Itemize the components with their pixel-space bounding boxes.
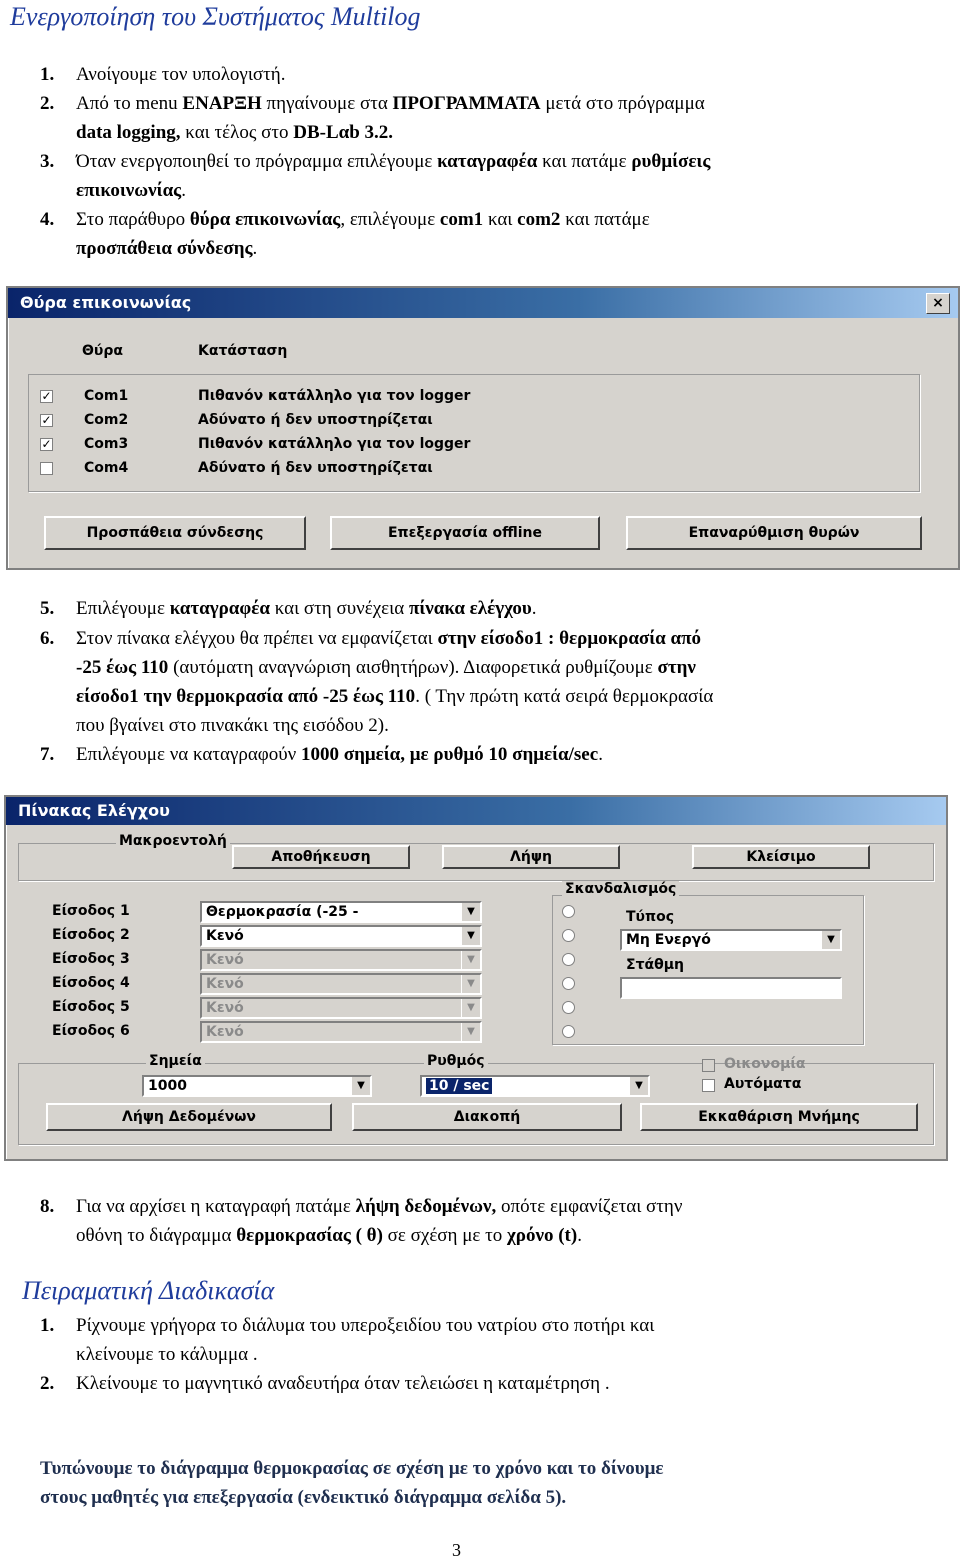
step-7-run: Επιλέγουμε να καταγραφούν [76, 744, 302, 765]
step-8-cont-run: οθόνη το διάγραμμα [76, 1225, 237, 1246]
procedure-2-run: Κλείνουμε το μαγνητικό αναδευτήρα όταν τελειώσει η καταμέτρηση . [76, 1373, 610, 1394]
step-4 [40, 205, 650, 234]
input-select[interactable] [200, 925, 482, 947]
step-2-number: 2. [40, 93, 55, 114]
input-value: Κενό [206, 952, 244, 968]
port-name: Com1 [84, 388, 129, 404]
step-1 [40, 60, 286, 89]
points-label: Σημεία [146, 1053, 205, 1069]
step-5-run: . [531, 598, 537, 619]
chevron-down-icon[interactable]: ▼ [461, 1023, 480, 1041]
step-6-cont3-run: που βγαίνει στο πινακάκι της εισόδου 2). [76, 715, 389, 736]
trigger-level-label: Στάθμη [626, 957, 685, 973]
step-8-cont-run: χρόνο (t) [507, 1225, 578, 1246]
procedure-1-run: Ρίχνουμε γρήγορα το διάλυμα του υπεροξειδίου του νατρίου στο ποτήρι και [76, 1315, 655, 1336]
footer-note-line-1: Τυπώνουμε το διάγραμμα θερμοκρασίας σε σχέση με το χρόνο και το δίνουμε [40, 1458, 664, 1479]
step-3 [40, 147, 710, 176]
trigger-group [552, 895, 864, 1045]
points-select[interactable] [142, 1075, 372, 1097]
points-value: 1000 [148, 1078, 187, 1094]
close-icon[interactable]: × [926, 293, 950, 314]
chevron-down-icon[interactable]: ▼ [461, 903, 480, 921]
step-3-run: ρυθμίσεις [631, 151, 711, 172]
step-2-run: ΠΡΟΓΡΑΜΜΑΤΑ [392, 93, 541, 114]
step-4-cont [40, 234, 257, 263]
step-2-run: μετά στο πρόγραμμα [540, 93, 705, 114]
step-3-run: καταγραφέα [437, 151, 538, 172]
chevron-down-icon[interactable]: ▼ [461, 975, 480, 993]
port-column-header: Θύρα [82, 343, 123, 359]
step-5-run: και στη συνέχεια [269, 598, 409, 619]
rate-select[interactable] [420, 1075, 650, 1097]
step-5 [40, 594, 536, 623]
step-4-run: και πατάμε [560, 209, 650, 230]
procedure-2 [40, 1369, 610, 1398]
procedure-1-cont-run: κλείνουμε το κάλυμμα . [76, 1344, 258, 1365]
step-6-cont2-run: . ( Την πρώτη κατά σειρά θερμοκρασία [415, 686, 714, 707]
connect-button[interactable]: Προσπάθεια σύνδεσης [44, 516, 306, 550]
step-6-cont-run: (αυτόματη αναγνώριση αισθητήρων). Διαφορετικά ρυθμίζουμε [168, 657, 658, 678]
input-label: Είσοδος 4 [52, 975, 130, 991]
step-4-run: θύρα επικοινωνίας [189, 209, 341, 230]
receive-data-button[interactable]: Λήψη Δεδομένων [46, 1103, 332, 1131]
step-2-run: πηγαίνουμε στα [261, 93, 393, 114]
input-select[interactable] [200, 949, 482, 971]
port-status: Αδύνατο ή δεν υποστηρίζεται [198, 412, 433, 428]
trigger-level-input[interactable] [620, 977, 842, 999]
step-5-number: 5. [40, 598, 55, 619]
close-button[interactable]: Κλείσιμο [692, 845, 870, 869]
control-dialog [4, 795, 948, 1161]
step-7-run: 1000 σημεία, με ρυθμό 10 σημεία/sec [301, 744, 599, 765]
step-3-run: Όταν ενεργοποιηθεί το πρόγραμμα επιλέγουμε [76, 151, 438, 172]
port-dialog-title: Θύρα επικοινωνίας [20, 293, 192, 312]
control-dialog-title: Πίνακας Ελέγχου [18, 801, 170, 820]
auto-checkbox[interactable] [702, 1079, 715, 1092]
port-checkbox[interactable]: ✓ [41, 413, 52, 427]
step-2 [40, 89, 705, 118]
step-4-cont-run: . [252, 238, 258, 259]
step-8-cont-run: θερμοκρασίας ( θ) [236, 1225, 383, 1246]
port-checkbox[interactable] [40, 462, 53, 475]
macro-label: Μακροεντολή [116, 833, 230, 849]
chevron-down-icon[interactable]: ▼ [821, 931, 840, 949]
step-2-run: ΕΝΑΡΞΗ [182, 93, 262, 114]
step-7 [40, 740, 603, 769]
step-8 [40, 1192, 682, 1221]
input-select[interactable] [200, 1021, 482, 1043]
step-3-run: και πατάμε [537, 151, 632, 172]
chevron-down-icon[interactable]: ▼ [461, 927, 480, 945]
step-6-number: 6. [40, 628, 55, 649]
procedure-2-number: 2. [40, 1373, 55, 1394]
step-1-run: Ανοίγουμε τον υπολογιστή. [76, 64, 286, 85]
step-1-number: 1. [40, 64, 55, 85]
step-6-cont-run: -25 έως 110 [76, 657, 169, 678]
step-3-number: 3. [40, 151, 55, 172]
input-label: Είσοδος 3 [52, 951, 130, 967]
reset-ports-button[interactable]: Επαναρύθμιση θυρών [626, 516, 922, 550]
input-label: Είσοδος 6 [52, 1023, 130, 1039]
port-status: Πιθανόν κατάλληλο για τον logger [198, 388, 471, 404]
economy-label: Οικονομία [724, 1056, 806, 1072]
auto-label: Αυτόματα [724, 1076, 802, 1092]
step-6-cont-run: στην [657, 657, 696, 678]
trigger-type-label: Τύπος [626, 909, 674, 925]
trigger-type-select[interactable] [620, 929, 842, 951]
input-label: Είσοδος 2 [52, 927, 130, 943]
step-4-run: και [483, 209, 518, 230]
step-8-cont-run: σε σχέση με το [382, 1225, 508, 1246]
step-2-cont-run: DB-Lαb 3.2. [293, 122, 394, 143]
step-2-cont-run: data logging, [76, 122, 181, 143]
step-6-cont2-run: είσοδο1 την θερμοκρασία από -25 έως 110 [76, 686, 416, 707]
input-select[interactable] [200, 997, 482, 1019]
input-label: Είσοδος 1 [52, 903, 130, 919]
input-select[interactable] [200, 973, 482, 995]
step-8-run: λήψη δεδομένων, [355, 1196, 497, 1217]
step-6 [40, 624, 701, 653]
clear-memory-button[interactable]: Εκκαθάριση Μνήμης [640, 1103, 918, 1131]
step-8-run: οπότε εμφανίζεται στην [496, 1196, 683, 1217]
step-6-cont3 [40, 711, 389, 740]
step-6-cont2 [40, 682, 713, 711]
step-5-run: Επιλέγουμε [76, 598, 170, 619]
save-button[interactable]: Αποθήκευση [232, 845, 410, 869]
chevron-down-icon[interactable]: ▼ [461, 999, 480, 1017]
trigger-type-value: Μη Ενεργό [626, 932, 711, 948]
step-2-run: Από το menu [76, 93, 183, 114]
input-value: Θερμοκρασία (-25 - [206, 904, 359, 920]
port-checkbox[interactable]: ✓ [41, 389, 52, 403]
input-value: Κενό [206, 1000, 244, 1016]
offline-button[interactable]: Επεξεργασία offline [330, 516, 600, 550]
step-3-cont-run: επικοινωνίας [76, 180, 182, 201]
input-label: Είσοδος 5 [52, 999, 130, 1015]
status-column-header: Κατάσταση [198, 343, 288, 359]
port-name: Com3 [84, 436, 129, 452]
port-status: Πιθανόν κατάλληλο για τον logger [198, 436, 471, 452]
step-4-run: com2 [517, 209, 561, 230]
trigger-label: Σκανδαλισμός [562, 881, 679, 897]
chevron-down-icon[interactable]: ▼ [351, 1077, 370, 1095]
step-8-cont [40, 1221, 582, 1250]
step-8-number: 8. [40, 1196, 55, 1217]
step-2-cont [40, 118, 393, 147]
input-value: Κενό [206, 976, 244, 992]
input-value: Κενό [206, 1024, 244, 1040]
step-4-run: Στο παράθυρο [76, 209, 190, 230]
step-4-run: com1 [439, 209, 484, 230]
procedure-title: Πειραματική Διαδικασία [22, 1276, 275, 1305]
port-checkbox[interactable]: ✓ [41, 437, 52, 451]
control-dialog-titlebar [6, 797, 946, 825]
step-4-cont-run: προσπάθεια σύνδεσης [76, 238, 253, 259]
step-5-run: πίνακα ελέγχου [408, 598, 532, 619]
port-name: Com2 [84, 412, 129, 428]
step-4-run: , επιλέγουμε [340, 209, 440, 230]
step-3-cont [40, 176, 186, 205]
procedure-1-number: 1. [40, 1315, 55, 1336]
chevron-down-icon[interactable]: ▼ [461, 951, 480, 969]
ports-group [28, 374, 920, 492]
footer-note-line-2: στους μαθητές για επεξεργασία (ενδεικτικό διάγραμμα σελίδα 5). [40, 1487, 567, 1508]
page-title: Ενεργοποίηση του Συστήματος Multilog [10, 2, 421, 31]
port-dialog-titlebar [8, 288, 958, 318]
step-2-cont-run: και τέλος στο [180, 122, 294, 143]
port-name: Com4 [84, 460, 129, 476]
input-select[interactable] [200, 901, 482, 923]
procedure-1-cont [40, 1340, 258, 1369]
step-7-run: . [598, 744, 603, 765]
rate-label: Ρυθμός [424, 1053, 488, 1069]
input-value: Κενό [206, 928, 244, 944]
step-8-run: Για να αρχίσει η καταγραφή πατάμε [76, 1196, 356, 1217]
step-4-number: 4. [40, 209, 55, 230]
step-7-number: 7. [40, 744, 55, 765]
procedure-1 [40, 1311, 654, 1340]
get-button[interactable]: Λήψη [442, 845, 620, 869]
port-dialog [6, 286, 960, 570]
stop-button[interactable]: Διακοπή [352, 1103, 622, 1131]
page-number: 3 [452, 1540, 461, 1560]
step-6-cont [40, 653, 696, 682]
chevron-down-icon[interactable]: ▼ [629, 1077, 648, 1095]
step-6-run: στην είσοδο1 : θερμοκρασία από [437, 628, 702, 649]
economy-checkbox[interactable] [702, 1059, 715, 1072]
port-status: Αδύνατο ή δεν υποστηρίζεται [198, 460, 433, 476]
step-8-cont-run: . [577, 1225, 582, 1246]
step-6-run: Στον πίνακα ελέγχου θα πρέπει να εμφανίζεται [76, 628, 438, 649]
step-5-run: καταγραφέα [169, 598, 270, 619]
rate-value: 10 / sec [426, 1078, 492, 1094]
step-3-cont-run: . [181, 180, 186, 201]
